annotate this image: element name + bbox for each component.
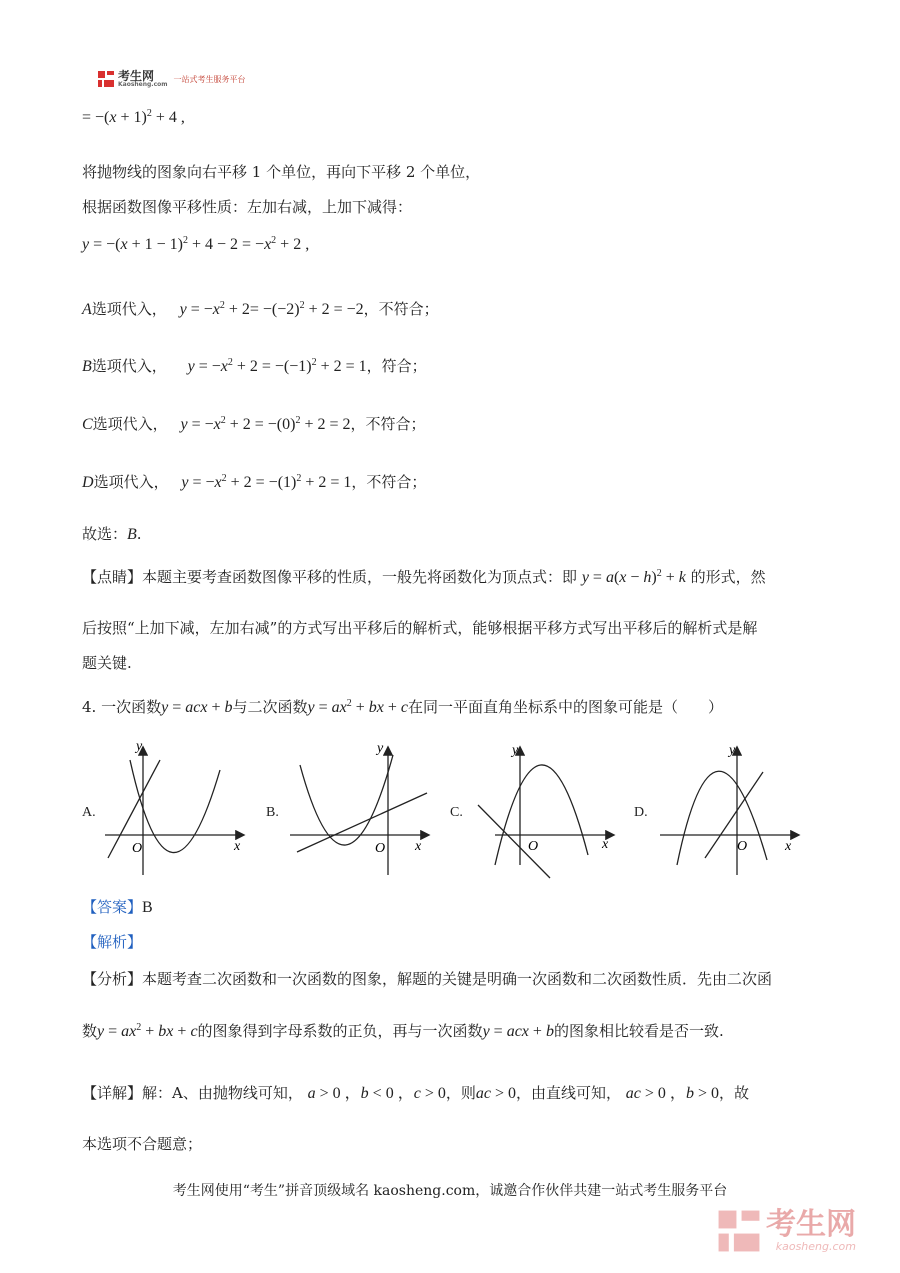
- x-axis-label: x: [785, 839, 792, 854]
- graph-option-b-label: B.: [266, 805, 279, 820]
- origin-label: O: [737, 839, 748, 854]
- graph-option-d-label: D.: [634, 805, 648, 820]
- line: [297, 793, 427, 852]
- watermark: [716, 1208, 856, 1254]
- option-b-check: B选项代入， $y = -x^2 + 2 = -(-1)^2 + 2 = 1$，符合；: [82, 357, 427, 375]
- y-axis-label: y: [377, 741, 384, 756]
- analysis-tag: 【解析】: [82, 933, 143, 951]
- graph-option-d: [655, 740, 805, 880]
- watermark-name: 考生网: [766, 1206, 856, 1242]
- origin-label: O: [132, 841, 143, 856]
- line: [478, 805, 550, 878]
- graph-option-b: [285, 740, 435, 880]
- shift-rule: 根据函数图像平移性质：左加右减，上加下减得：: [82, 198, 413, 216]
- answer-line: 【答案】B: [82, 898, 153, 916]
- graph-option-a: [100, 740, 250, 880]
- note-line-3: 题关键.: [82, 654, 132, 672]
- note-line-2: 后按照“上加下减，左加右减”的方式写出平移后的解析式，能够根据平移方式写出平移后的解析式是解: [82, 619, 758, 637]
- x-axis-label: x: [602, 837, 609, 852]
- parabola: [300, 755, 393, 845]
- origin-label: O: [528, 839, 539, 854]
- choice-line: 故选：B.: [82, 525, 142, 543]
- origin-label: O: [375, 841, 386, 856]
- option-c-check: C选项代入， $y = -x^2 + 2 = -(0)^2 + 2 = 2$，不符合；: [82, 415, 426, 433]
- detail-line-2: 本选项不合题意；: [82, 1135, 203, 1153]
- equation-shifted: $y = -(x + 1 - 1)^2 + 4 - 2 = -x^2 + 2$ ,: [82, 235, 310, 253]
- kaosheng-logo-icon: [97, 70, 115, 88]
- graph-option-c-label: C.: [450, 805, 463, 820]
- graph-option-c: [470, 740, 620, 880]
- shift-description: 将抛物线的图象向右平移 1 个单位，再向下平移 2 个单位，: [82, 163, 481, 181]
- detail-line-1: 【详解】解：A、由抛物线可知， a > 0 ，b < 0 ，c > 0，则ac > 0，由直线可知， ac > 0 ，b > 0，故: [82, 1084, 749, 1102]
- fenxi-line-1: 【分析】本题考查二次函数和一次函数的图象，解题的关键是明确一次函数和二次函数性质．先由二次函: [82, 970, 773, 988]
- logo-name: 考生网: [118, 69, 155, 83]
- option-a-check: A选项代入， $y = -x^2 + 2= -(-2)^2 + 2 = -2$，不符合；: [82, 300, 439, 318]
- question-4-stem: 4. 一次函数y = acx + b与二次函数$y = ax^2$ + bx + c在同一平面直角坐标系中的图象可能是（ ）: [82, 698, 724, 716]
- y-axis-label: y: [136, 740, 143, 754]
- logo-domain: Kaosheng.com: [118, 81, 168, 88]
- fenxi-line-2: 数$y = ax^2$ + bx + c的图象得到字母系数的正负，再与一次函数y = acx + b的图象相比较看是否一致.: [82, 1022, 724, 1040]
- footer-text: 考生网使用“考生”拼音顶级域名 kaosheng.com，诚邀合作伙伴共建一站式考生服务平台: [172, 1183, 728, 1199]
- line: [705, 772, 763, 858]
- note-line-1: 【点睛】本题主要考查函数图像平移的性质，一般先将函数化为顶点式：即 $y = a(x - h)^2 + k$ 的形式，然: [82, 568, 766, 586]
- watermark-domain: kaosheng.com: [775, 1239, 856, 1253]
- y-axis-label: y: [729, 743, 736, 758]
- site-logo: [97, 70, 246, 88]
- y-axis-label: y: [512, 743, 519, 758]
- x-axis-label: x: [234, 839, 241, 854]
- logo-slogan: 一站式考生服务平台: [173, 74, 246, 84]
- parabola: [495, 765, 588, 865]
- x-axis-label: x: [415, 839, 422, 854]
- option-d-check: D选项代入， $y = -x^2 + 2 = -(1)^2 + 2 = 1$，不符合；: [82, 473, 427, 491]
- equation-vertex-form: = $-(x + 1)^2 + 4$ ,: [82, 108, 185, 126]
- watermark-logo-icon: [716, 1208, 762, 1254]
- graph-option-a-label: A.: [82, 805, 96, 820]
